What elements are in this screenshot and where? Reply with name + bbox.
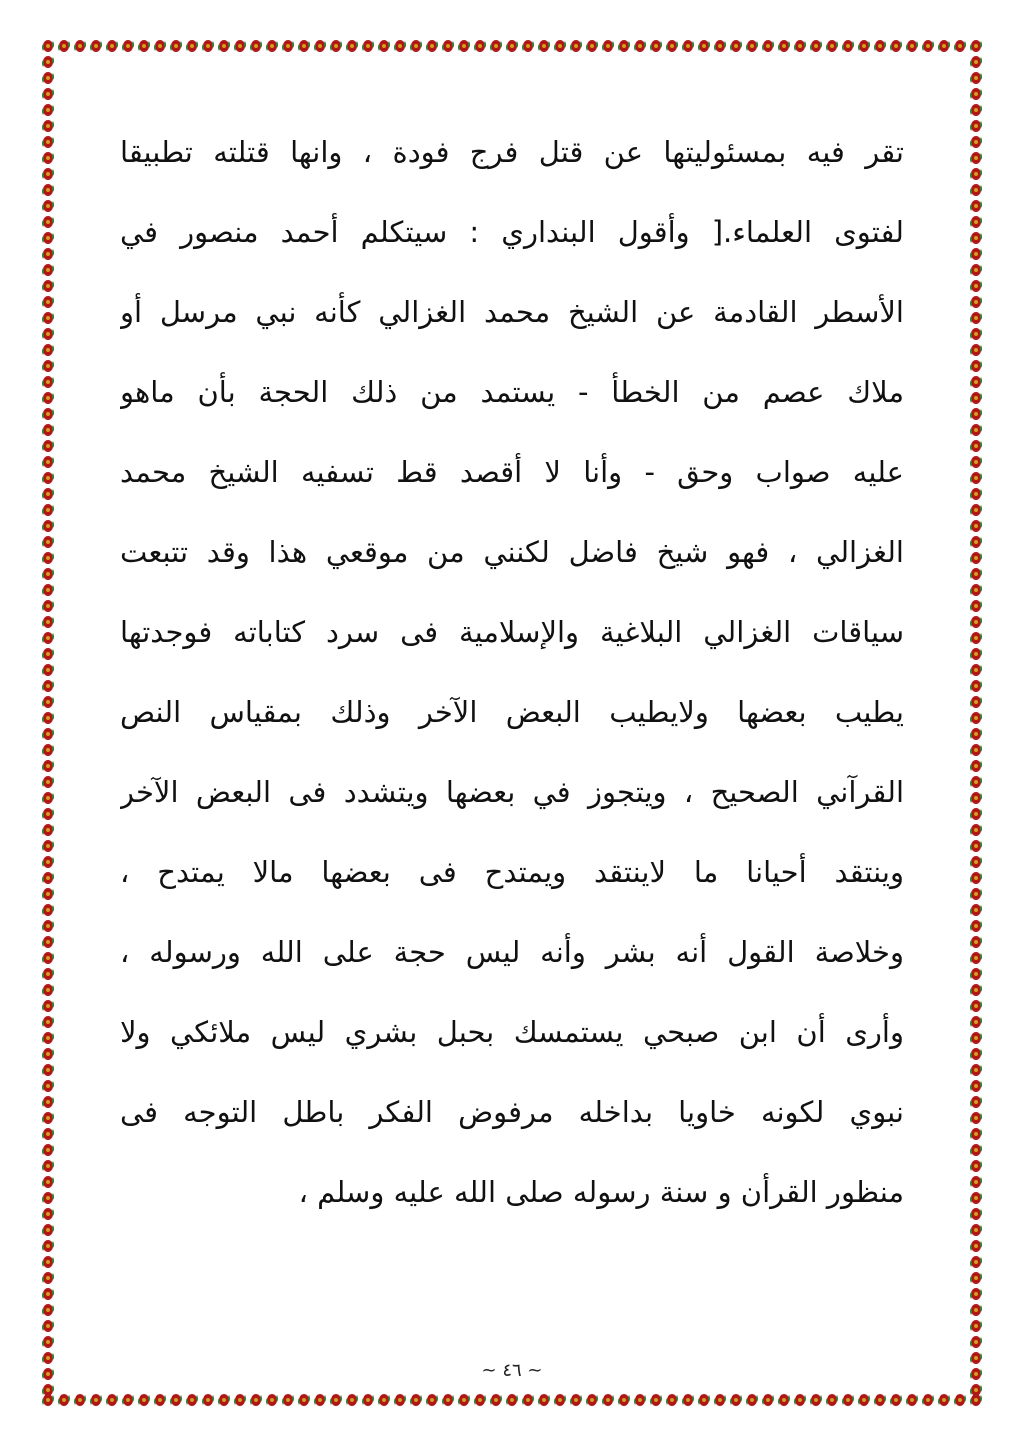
text-line: عليه صواب وحق - وأنا لا أقصد قط تسفيه الشيخ محمد xyxy=(120,455,904,489)
text-line: منظور القرأن و سنة رسوله صلى الله عليه وسلم ، xyxy=(298,1175,904,1209)
text-line: الأسطر القادمة عن الشيخ محمد الغزالي كأنه نبي مرسل أو xyxy=(120,295,904,329)
page-number: ~ ٤٦ ~ xyxy=(481,1360,543,1381)
text-line: وينتقد أحيانا ما لاينتقد ويمتدح فى بعضها مالا يمتدح ، xyxy=(120,855,904,889)
text-line: وخلاصة القول أنه بشر وأنه ليس حجة على الله ورسوله ، xyxy=(120,935,904,969)
text-line: لفتوى العلماء.[ وأقول البنداري : سيتكلم أحمد منصور في xyxy=(120,215,904,249)
text-line: وأرى أن ابن صبحي يستمسك بحبل بشري ليس ملائكي ولا xyxy=(120,1015,904,1049)
text-line: الغزالي ، فهو شيخ فاضل لكنني من موقعي هذا وقد تتبعت xyxy=(120,535,904,569)
text-line: سياقات الغزالي البلاغية والإسلامية فى سرد كتاباته فوجدتها xyxy=(120,615,904,649)
document-body xyxy=(120,112,904,1232)
text-line: نبوي لكونه خاويا بداخله مرفوض الفكر باطل التوجه فى xyxy=(120,1095,904,1129)
text-line: القرآني الصحيح ، ويتجوز في بعضها ويتشدد فى البعض الآخر xyxy=(120,775,904,809)
text-line: تقر فيه بمسئوليتها عن قتل فرج فودة ، وانها قتلته تطبيقا xyxy=(120,135,904,169)
text-line: يطيب بعضها ولايطيب البعض الآخر وذلك بمقياس النص xyxy=(120,695,904,729)
text-line: ملاك عصم من الخطأ - يستمد من ذلك الحجة بأن ماهو xyxy=(120,375,904,409)
